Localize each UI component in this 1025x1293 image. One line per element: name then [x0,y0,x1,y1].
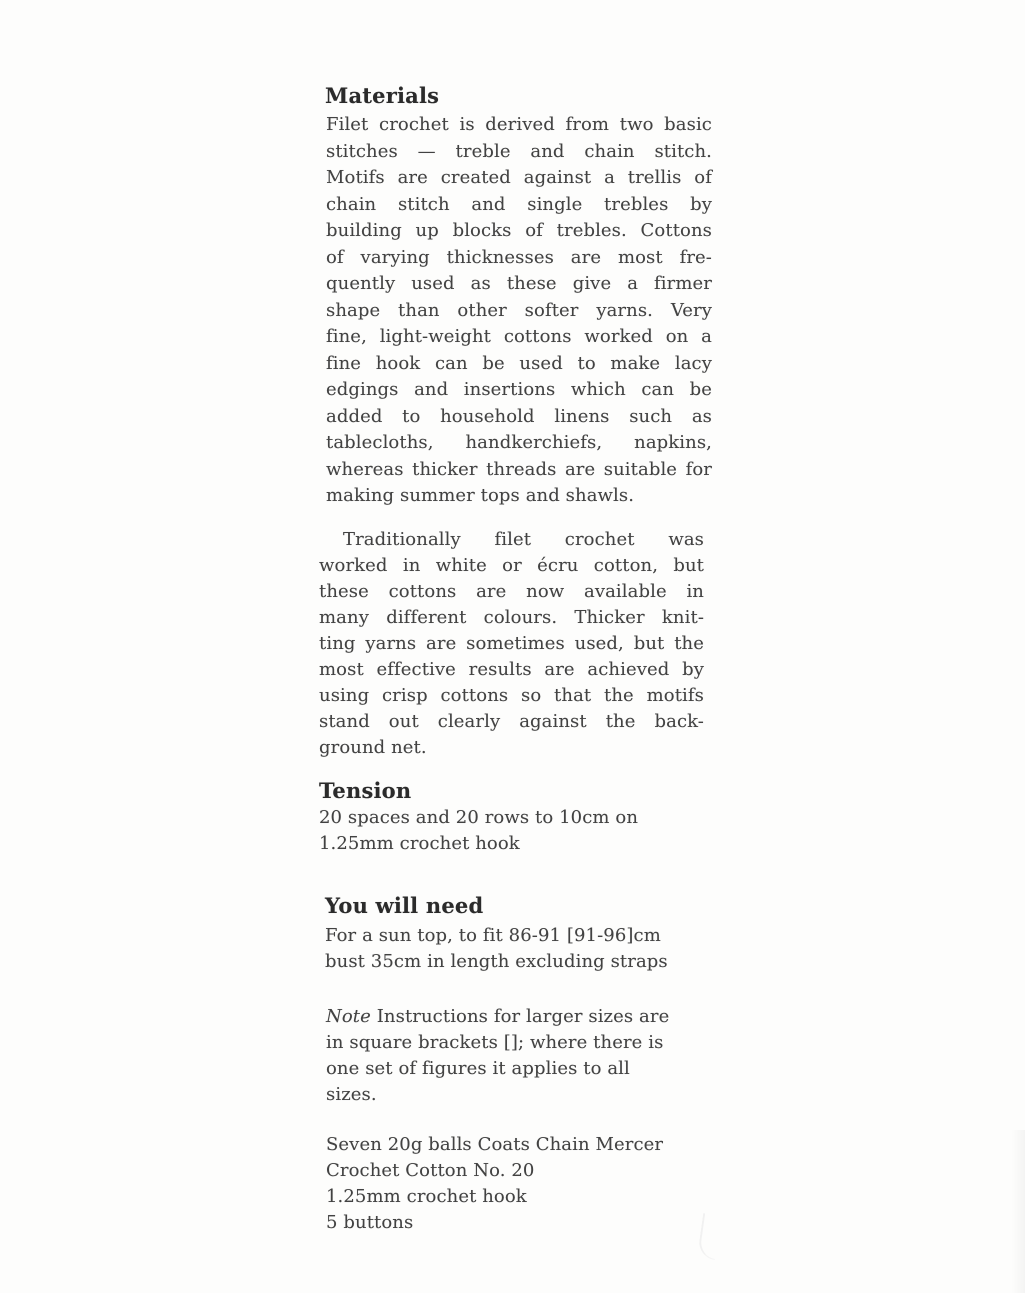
text-line: 1.25mm crochet hook [326,1186,527,1207]
text-line: building up blocks of trebles. Cottons [326,220,712,241]
text-line: bust 35cm in length excluding straps [325,951,668,972]
text-line: making summer tops and shawls. [326,485,635,506]
text-line: Crochet Cotton No. 20 [326,1160,535,1181]
text-line: Seven 20g balls Coats Chain Mercer [326,1134,664,1155]
text-line: 5 buttons [326,1212,414,1233]
text-line: fine, light-weight cottons worked on a [326,326,712,347]
text-line: sizes. [326,1084,377,1105]
materials-paragraph-2 [319,527,704,761]
text-line: tablecloths, handkerchiefs, napkins, [326,432,712,453]
tension-heading: Tension [319,778,412,803]
text-line: added to household linens such as [326,405,712,427]
text-line: Filet crochet is derived from two basic [326,114,712,135]
materials-heading: Materials [325,83,440,108]
text-line: stand out clearly against the back- [319,711,704,732]
page-edge-shadow [1011,1130,1025,1293]
text-line: of varying thicknesses are most fre- [326,246,712,268]
text-line: using crisp cottons so that the motifs [319,685,704,706]
tension-text [319,805,705,857]
text-line [326,1004,712,1030]
text-line: worked in white or écru cotton, but [319,555,704,576]
text-line: these cottons are now available in [319,581,704,602]
text-line: whereas thicker threads are suitable for [326,458,712,480]
text-line: in square brackets []; where there is [326,1032,664,1053]
requirements-list [326,1132,716,1236]
note-lead: Note [326,1006,371,1027]
text-line: ting yarns are sometimes used, but the [319,633,704,654]
you-will-need-text [325,923,715,975]
text-line: For a sun top, to fit 86-91 [91-96]cm [325,925,661,946]
text-line: most effective results are achieved by [319,659,704,680]
text-line: Traditionally filet crochet was [343,529,704,550]
text-line: edgings and insertions which can be [326,379,712,400]
you-will-need-heading: You will need [325,893,484,918]
text-line: fine hook can be used to make lacy [326,352,712,374]
materials-paragraph-1 [326,112,712,510]
note-first-line-rest: Instructions for larger sizes are [376,1006,670,1027]
note-remaining-lines [326,1030,712,1108]
text-line: 20 spaces and 20 rows to 10cm on [319,807,639,828]
text-line: one set of figures it applies to all [326,1058,630,1079]
text-line: chain stitch and single trebles by [326,193,712,215]
text-line: quently used as these give a firmer [326,273,712,294]
text-line: 1.25mm crochet hook [319,833,520,854]
text-line: Motifs are created against a trellis of [326,167,712,188]
text-line: many different colours. Thicker knit- [319,607,704,628]
text-line: stitches — treble and chain stitch. [326,140,712,162]
text-line: shape than other softer yarns. Very [326,299,712,321]
note-paragraph [326,1004,712,1108]
text-line: ground net. [319,737,427,758]
